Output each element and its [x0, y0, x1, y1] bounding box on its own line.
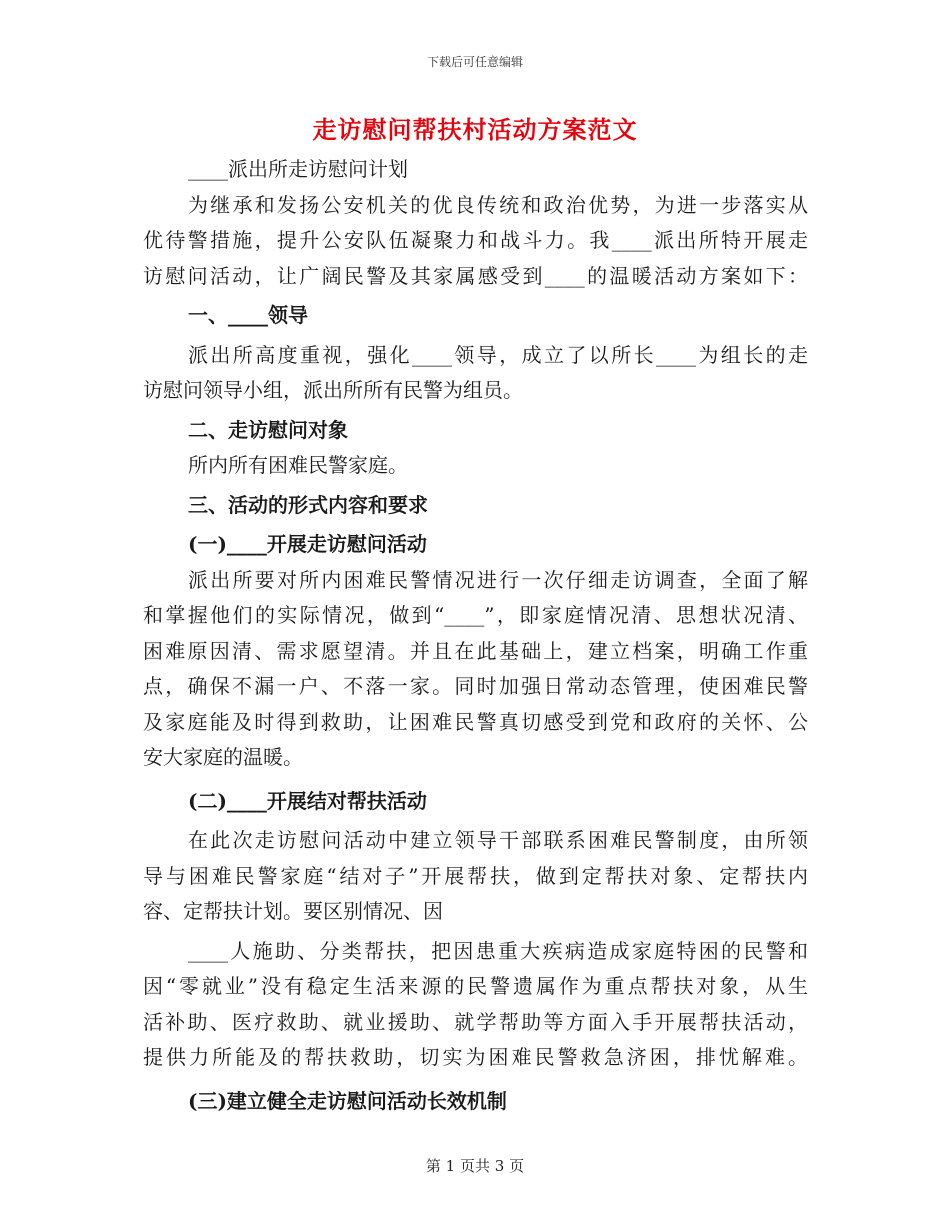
paragraph-line: 导与困难民警家庭“结对子”开展帮扶，做到定帮扶对象、定帮扶内	[143, 863, 808, 888]
paragraph-line: 所内所有困难民警家庭。	[188, 453, 408, 477]
paragraph-line: 困难原因清、需求愿望清。并且在此基础上，建立档案，明确工作重	[143, 638, 808, 663]
paragraph-line: 因“零就业”没有稳定生活来源的民警遗属作为重点帮扶对象，从生	[143, 974, 808, 998]
paragraph-line: ____派出所走访慰问计划	[188, 157, 408, 181]
subsection-heading: (二)____开展结对帮扶活动	[188, 788, 427, 813]
paragraph-line: 优待警措施，提升公安队伍凝聚力和战斗力。我____派出所特开展走	[143, 228, 808, 252]
document-body	[143, 152, 808, 1119]
section-heading: 一、____领导	[188, 303, 308, 327]
document-title: 走访慰问帮扶村活动方案范文	[312, 115, 638, 144]
page-footer: 第 1 页共 3 页	[425, 1157, 525, 1175]
paragraph-line: 点，确保不漏一户、不落一家。同时加强日常动态管理，使困难民警	[143, 674, 808, 698]
paragraph-line: 及家庭能及时得到救助，让困难民警真切感受到党和政府的关怀、公	[143, 709, 808, 734]
subsection-heading: (三)建立健全走访慰问活动长效机制	[188, 1088, 507, 1113]
paragraph-line: 活补助、医疗救助、就业援助、就学帮助等方面入手开展帮扶活动，	[143, 1009, 808, 1034]
paragraph-line: 访慰问领导小组，派出所所有民警为组员。	[143, 378, 523, 402]
paragraph-line: ____人施助、分类帮扶，把因患重大疾病造成家庭特困的民警和	[188, 938, 808, 963]
paragraph-line: 提供力所能及的帮扶救助，切实为困难民警救急济困，排忧解难。	[143, 1045, 808, 1069]
paragraph-line: 容、定帮扶计划。要区别情况、因	[143, 899, 443, 923]
paragraph-line: 派出所要对所内困难民警情况进行一次仔细走访调查，全面了解	[188, 567, 808, 592]
section-heading: 三、活动的形式内容和要求	[188, 492, 428, 517]
header-note: 下载后可任意编辑	[426, 55, 523, 69]
paragraph-line: 访慰问活动，让广阔民警及其家属感受到____的温暖活动方案如下：	[143, 263, 808, 288]
paragraph-line: 安大家庭的温暖。	[143, 745, 303, 769]
section-heading: 二、走访慰问对象	[188, 417, 348, 442]
subsection-heading: (一)____开展走访慰问活动	[188, 532, 427, 556]
paragraph-line: 派出所高度重视，强化____领导，成立了以所长____为组长的走	[188, 342, 808, 367]
paragraph-line: 为继承和发扬公安机关的优良传统和政治优势，为进一步落实从	[188, 192, 808, 217]
paragraph-line: 在此次走访慰问活动中建立领导干部联系困难民警制度，由所领	[188, 828, 808, 852]
paragraph-line: 和掌握他们的实际情况，做到“____”，即家庭情况清、思想状况清、	[143, 603, 808, 627]
